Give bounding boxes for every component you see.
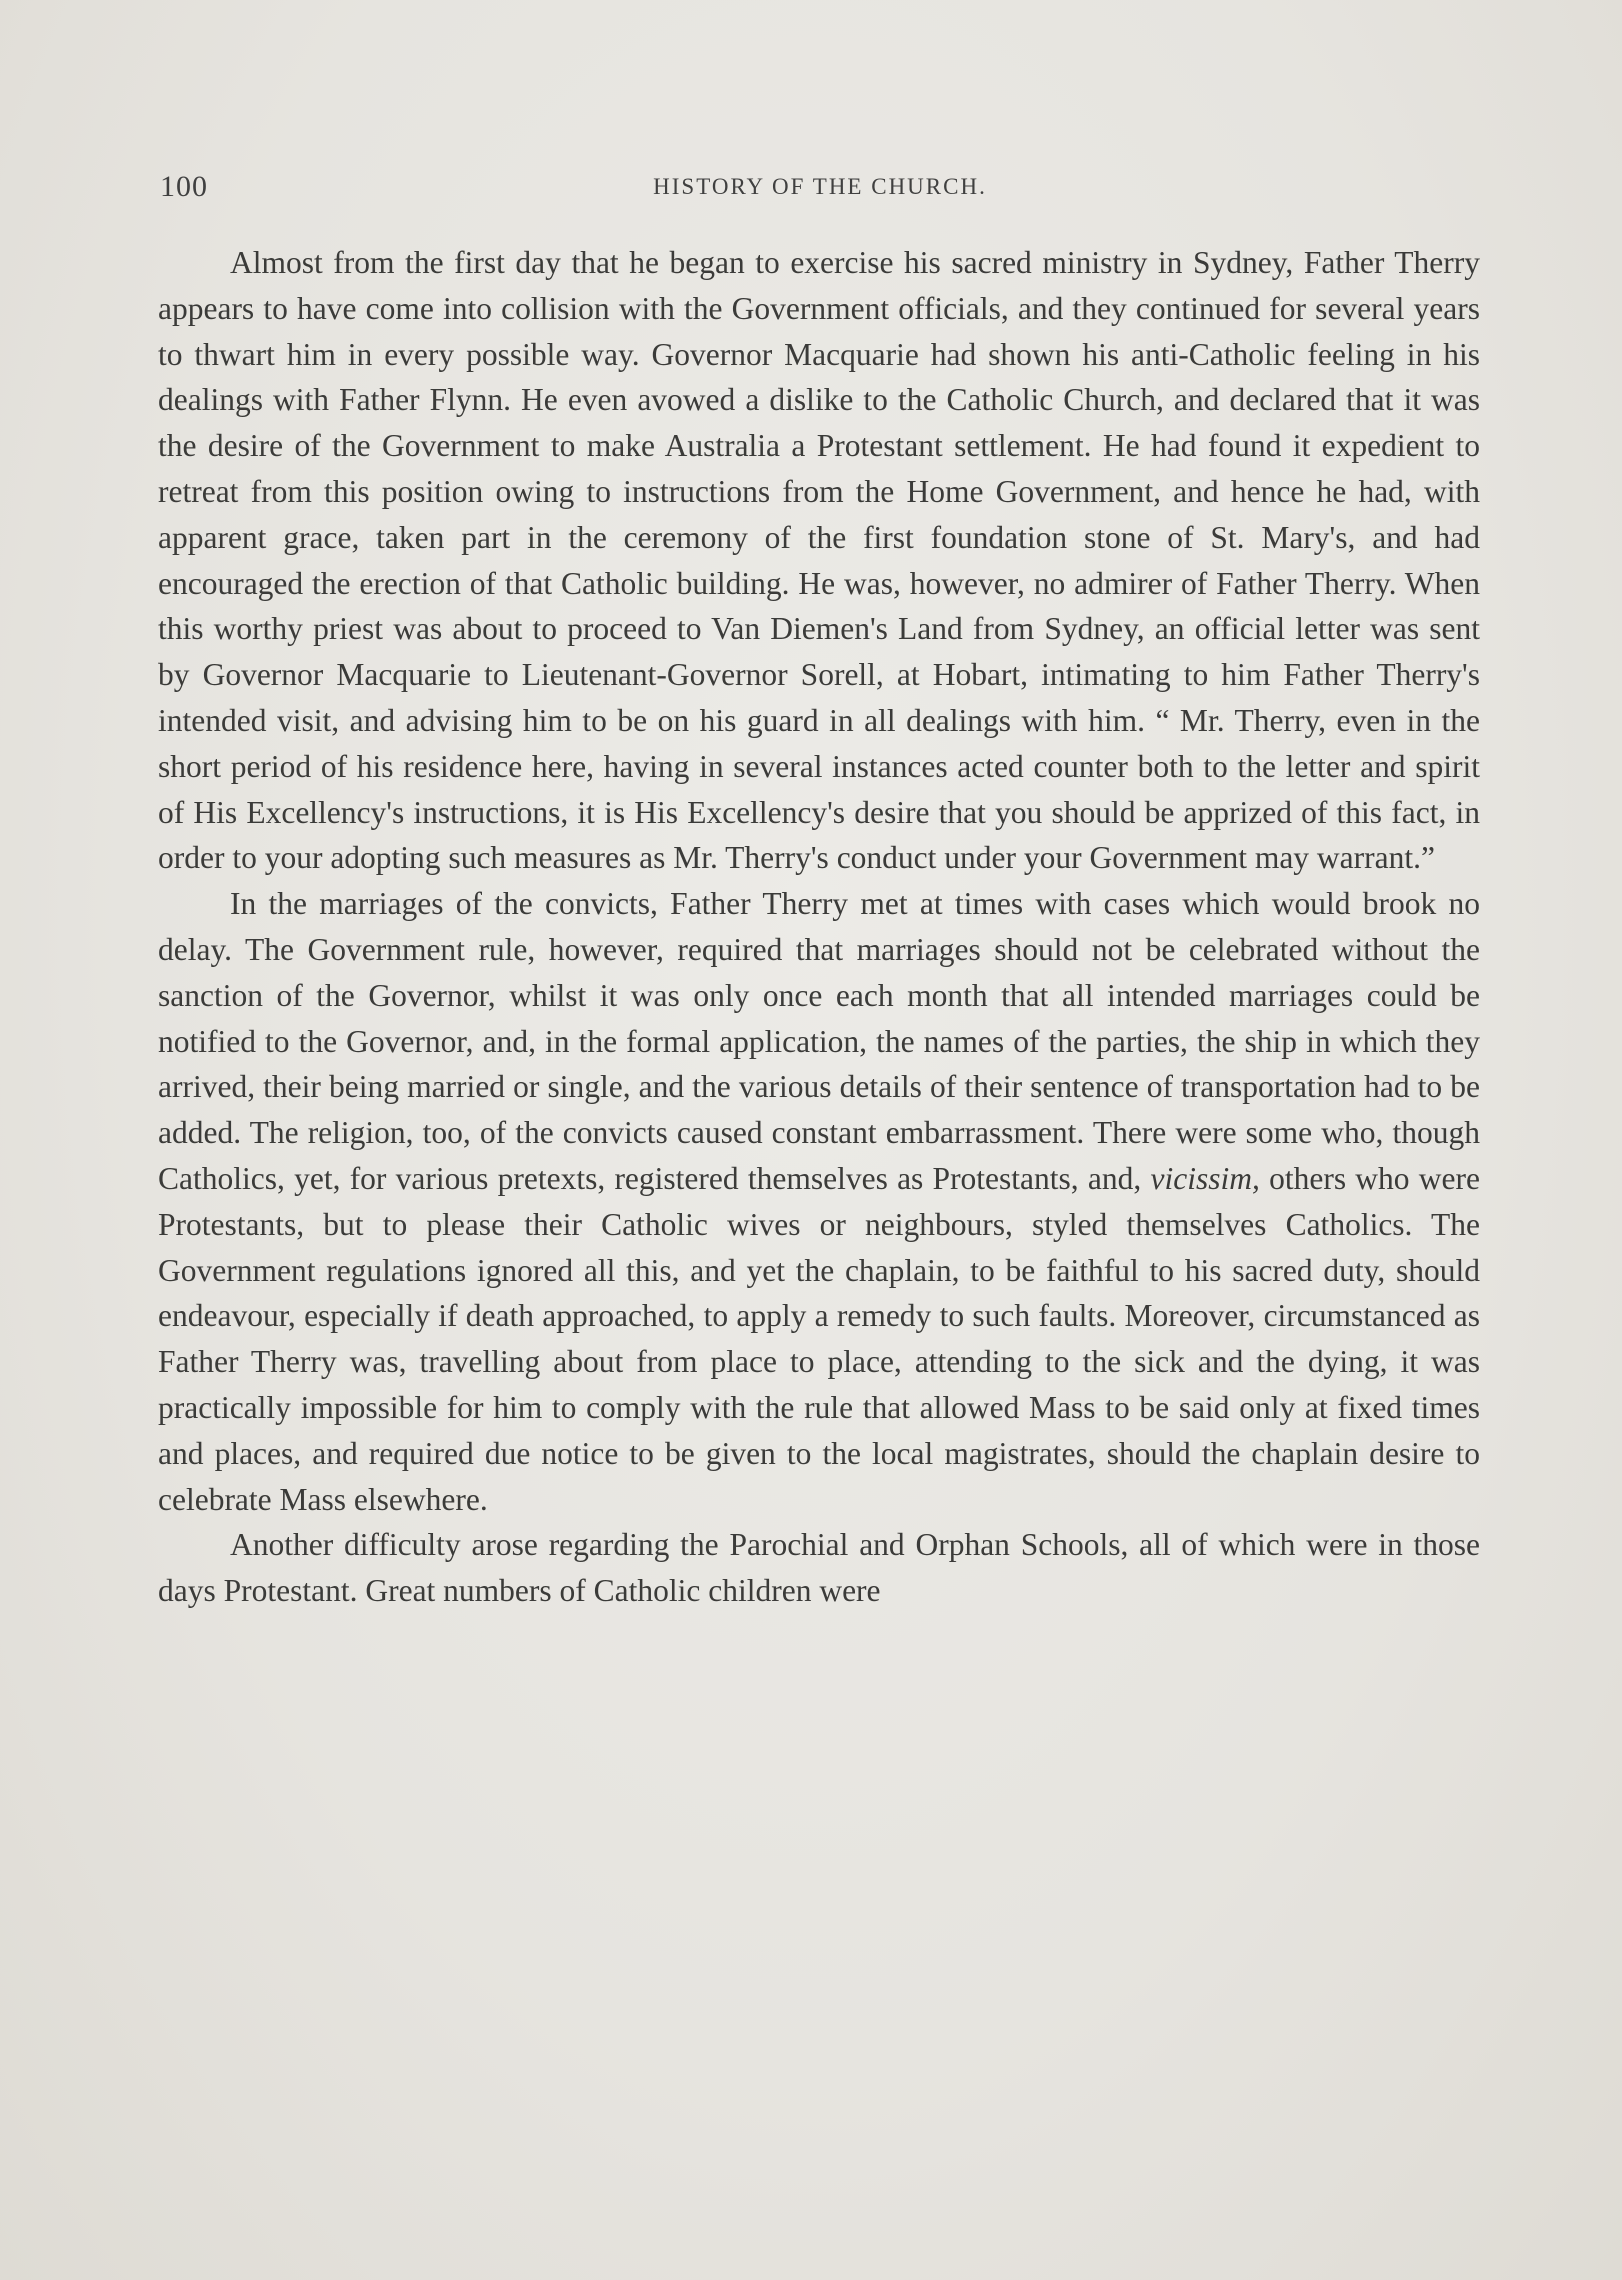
page-number: 100 [160, 170, 208, 203]
running-head: HISTORY OF THE CHURCH. [653, 174, 987, 199]
page-header [160, 170, 1480, 210]
paragraph-2 [158, 881, 1480, 1522]
paragraph-3: Another difficulty arose regarding the Parochial and Orphan Schools, all of which were in those days Protestant. Great numbers of Catholic children were [158, 1527, 1480, 1609]
paragraph-2-italic-term: vicissim, [1150, 1160, 1260, 1196]
paragraph-1: Almost from the first day that he began to exercise his sacred ministry in Sydney, Father Therry appears to have come into collision with the Government officials, and they continued for several years to thwart him in every possible way. Governor Macquarie had shown his anti-Catholic feeling in his dealings with Father Flynn. He even avowed a dislike to the Catholic Church, and declared that it was the desire of the Government to make Australia a Protestant settlement. He had found it expedient to retreat from this position owing to instructions from the Home Government, and hence he had, with apparent grace, taken part in the ceremony of the first foundation stone of St. Mary's, and had encouraged the erection of that Catholic building. He was, however, no admirer of Father Therry. When this worthy priest was about to proceed to Van Diemen's Land from Sydney, an official letter was sent by Governor Macquarie to Lieutenant-Governor Sorell, at Hobart, intimating to him Father Therry's intended visit, and advising him to be on his guard in all dealings with him. “ Mr. Therry, even in the short period of his residence here, having in several instances acted counter both to the letter and spirit of His Excellency's instructions, it is His Excellency's desire that you should be apprized of this fact, in order to your adopting such measures as Mr. Therry's conduct under your Government may warrant.” [158, 245, 1480, 876]
body-text [158, 240, 1480, 1614]
paragraph-2-text-a: In the marriages of the convicts, Father Therry met at times with cases which would brook no delay. The Government rule, however, required that marriages should not be celebrated without the sanction of the Governor, whilst it was only once each month that all intended marriages could be notified to the Governor, and, in the formal application, the names of the parties, the ship in which they arrived, their being married or single, and the various details of their sentence of transportation had to be added. The religion, too, of the convicts caused constant embarrassment. There were some who, though Catholics, yet, for various pretexts, registered themselves as Protestants, and, [158, 886, 1480, 1196]
paragraph-2-text-b: others who were Protestants, but to please their Catholic wives or neighbours, styled themselves Catholics. The Government regulations ignored all this, and yet the chaplain, to be faithful to his sacred duty, should endeavour, especially if death approached, to apply a remedy to such faults. Moreover, circumstanced as Father Therry was, travelling about from place to place, attending to the sick and the dying, it was practically impossible for him to comply with the rule that allowed Mass to be said only at fixed times and places, and required due notice to be given to the local magistrates, should the chaplain desire to celebrate Mass elsewhere. [158, 1160, 1480, 1517]
